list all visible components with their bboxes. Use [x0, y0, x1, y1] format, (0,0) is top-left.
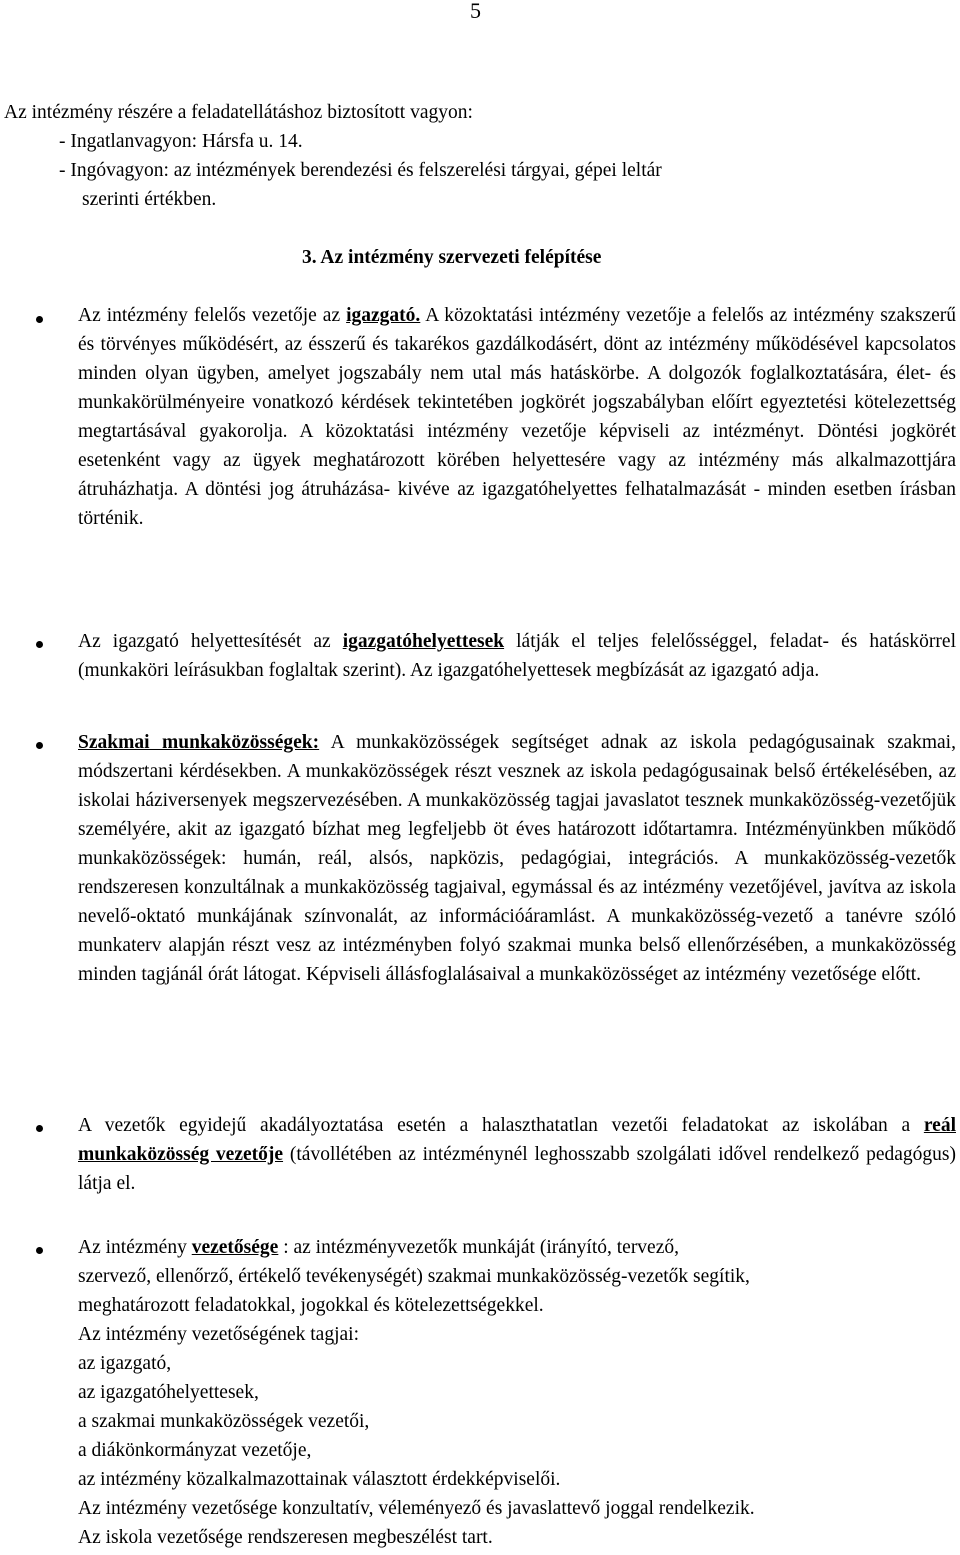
text: látják el teljes felelősséggel, feladat- és hatáskörrel (munkaköri leírásukban foglaltak szerint). Az igazgatóhelyettesek megbízását az igazgató adja.: [78, 631, 956, 681]
management-line: meghatározott feladatokkal, jogokkal és kötelezettségekkel.: [78, 1295, 544, 1316]
member-item: a szakmai munkaközösségek vezetői,: [78, 1411, 370, 1432]
management-line: szervező, ellenőrző, értékelő tevékenységét) szakmai munkaközösség-vezetők segítik,: [78, 1266, 750, 1287]
member-item: az igazgatóhelyettesek,: [78, 1382, 259, 1403]
paragraph-workgroups: [78, 728, 956, 989]
management-line: [78, 1233, 956, 1262]
real-estate-line: - Ingatlanvagyon: Hársfa u. 14.: [59, 131, 303, 152]
management-line: Az iskola vezetősége rendszeresen megbeszélést tart.: [78, 1527, 493, 1548]
member-item: az intézmény közalkalmazottainak választott érdekképviselői.: [78, 1469, 561, 1490]
text: A munkaközösségek segítséget adnak az iskola pedagógusainak szakmai, módszertani kérdésekben. A munkaközösségek részt vesznek az iskola pedagógusainak belső értékelésében, az iskolai háziversenyek megszervezésében. A munkaközösség tagjai javaslatot tesznek munkaközösség-vezetőjük személyére, akit az igazgató bízhat meg legfeljebb öt éves határozott időtartamra. Intézményünkben működő munkaközösségek: humán, reál, alsós, napközis, pedagógiai, integrációs. A munkaközösség-vezetők rendszeresen konzultálnak a munkaközösség tagjaival, egymással és az intézmény vezetőjével, javítva az iskola nevelő-oktató munkájának színvonalát, az információáramlást. A munkaközösség-vezető a tanévre szóló munkaterv alapján részt vesz az intézményben folyó szakmai munka belső ellenőrzésében, a munkaközösség minden tagjánál órát látogat. Képviseli állásfoglalásaival a munkaközösséget az intézmény vezetősége előtt.: [78, 732, 956, 985]
paragraph-substitute: [78, 1111, 956, 1198]
movable-assets-line-cont: szerinti értékben.: [82, 189, 217, 210]
text: A közoktatási intézmény vezetője a felelős az intézmény szakszerű és törvényes működésért, az ésszerű és takarékos gazdálkodásért, dönt az intézmény működésével kapcsolatos minden olyan ügyben, amelyet jogszabály nem utal más hatáskörbe. A dolgozók foglalkoztatására, élet- és munkakörülményeire vonatkozó kérdések tekintetében jogkörét jogszabályban előírt egyeztetési kötelezettség megtartásával gyakorolja. A közoktatási intézmény vezetője képviseli az intézményt. Döntési jogkörét esetenként vagy az ügyek meghatározott körében helyettesére vagy az intézmény más alkalmazottjára átruházhatja. A döntési jog átruházása- kivéve az igazgatóhelyettes felhatalmazását - minden esetben írásban történik.: [78, 305, 956, 529]
underlined-term: Szakmai munkaközösségek:: [78, 732, 320, 753]
text: Az intézmény felelős vezetője az: [78, 305, 347, 326]
member-item: az igazgató,: [78, 1353, 172, 1374]
movable-assets-line: - Ingóvagyon: az intézmények berendezési és felszerelési tárgyai, gépei leltár: [59, 160, 662, 181]
text: (távollétében az intézménynél leghosszabb szolgálati idővel rendelkező pedagógus) látja el.: [78, 1144, 956, 1194]
asset-section: [4, 98, 944, 214]
text: Az igazgató helyettesítését az: [78, 631, 343, 652]
bullet-icon: [36, 316, 43, 323]
bullet-icon: [36, 1125, 43, 1132]
management-line: Az intézmény vezetősége konzultatív, véleményező és javaslattevő joggal rendelkezik.: [78, 1498, 755, 1519]
paragraph-director: [78, 301, 956, 533]
text: Az intézmény: [78, 1237, 192, 1258]
text: A vezetők egyidejű akadályoztatása esetén a halaszthatatlan vezetői feladatokat az iskolában a: [78, 1115, 924, 1136]
underlined-term: reál munkaközösség vezetője: [78, 1115, 956, 1165]
underlined-term: igazgatóhelyettesek: [342, 631, 505, 652]
section-heading: 3. Az intézmény szervezeti felépítése: [302, 247, 602, 268]
paragraph-management: [78, 1233, 956, 1552]
paragraph-deputies: [78, 627, 956, 685]
underlined-term: igazgató.: [346, 305, 421, 326]
bullet-icon: [36, 1247, 43, 1254]
members-title: Az intézmény vezetőségének tagjai:: [78, 1324, 359, 1345]
underlined-term: vezetősége: [191, 1237, 279, 1258]
member-item: a diákönkormányzat vezetője,: [78, 1440, 312, 1461]
bullet-icon: [36, 641, 43, 648]
text: : az intézményvezetők munkáját (irányító, tervező,: [278, 1237, 679, 1258]
page-number: 5: [470, 0, 481, 23]
asset-title: Az intézmény részére a feladatellátáshoz biztosított vagyon:: [4, 102, 473, 123]
bullet-icon: [36, 742, 43, 749]
